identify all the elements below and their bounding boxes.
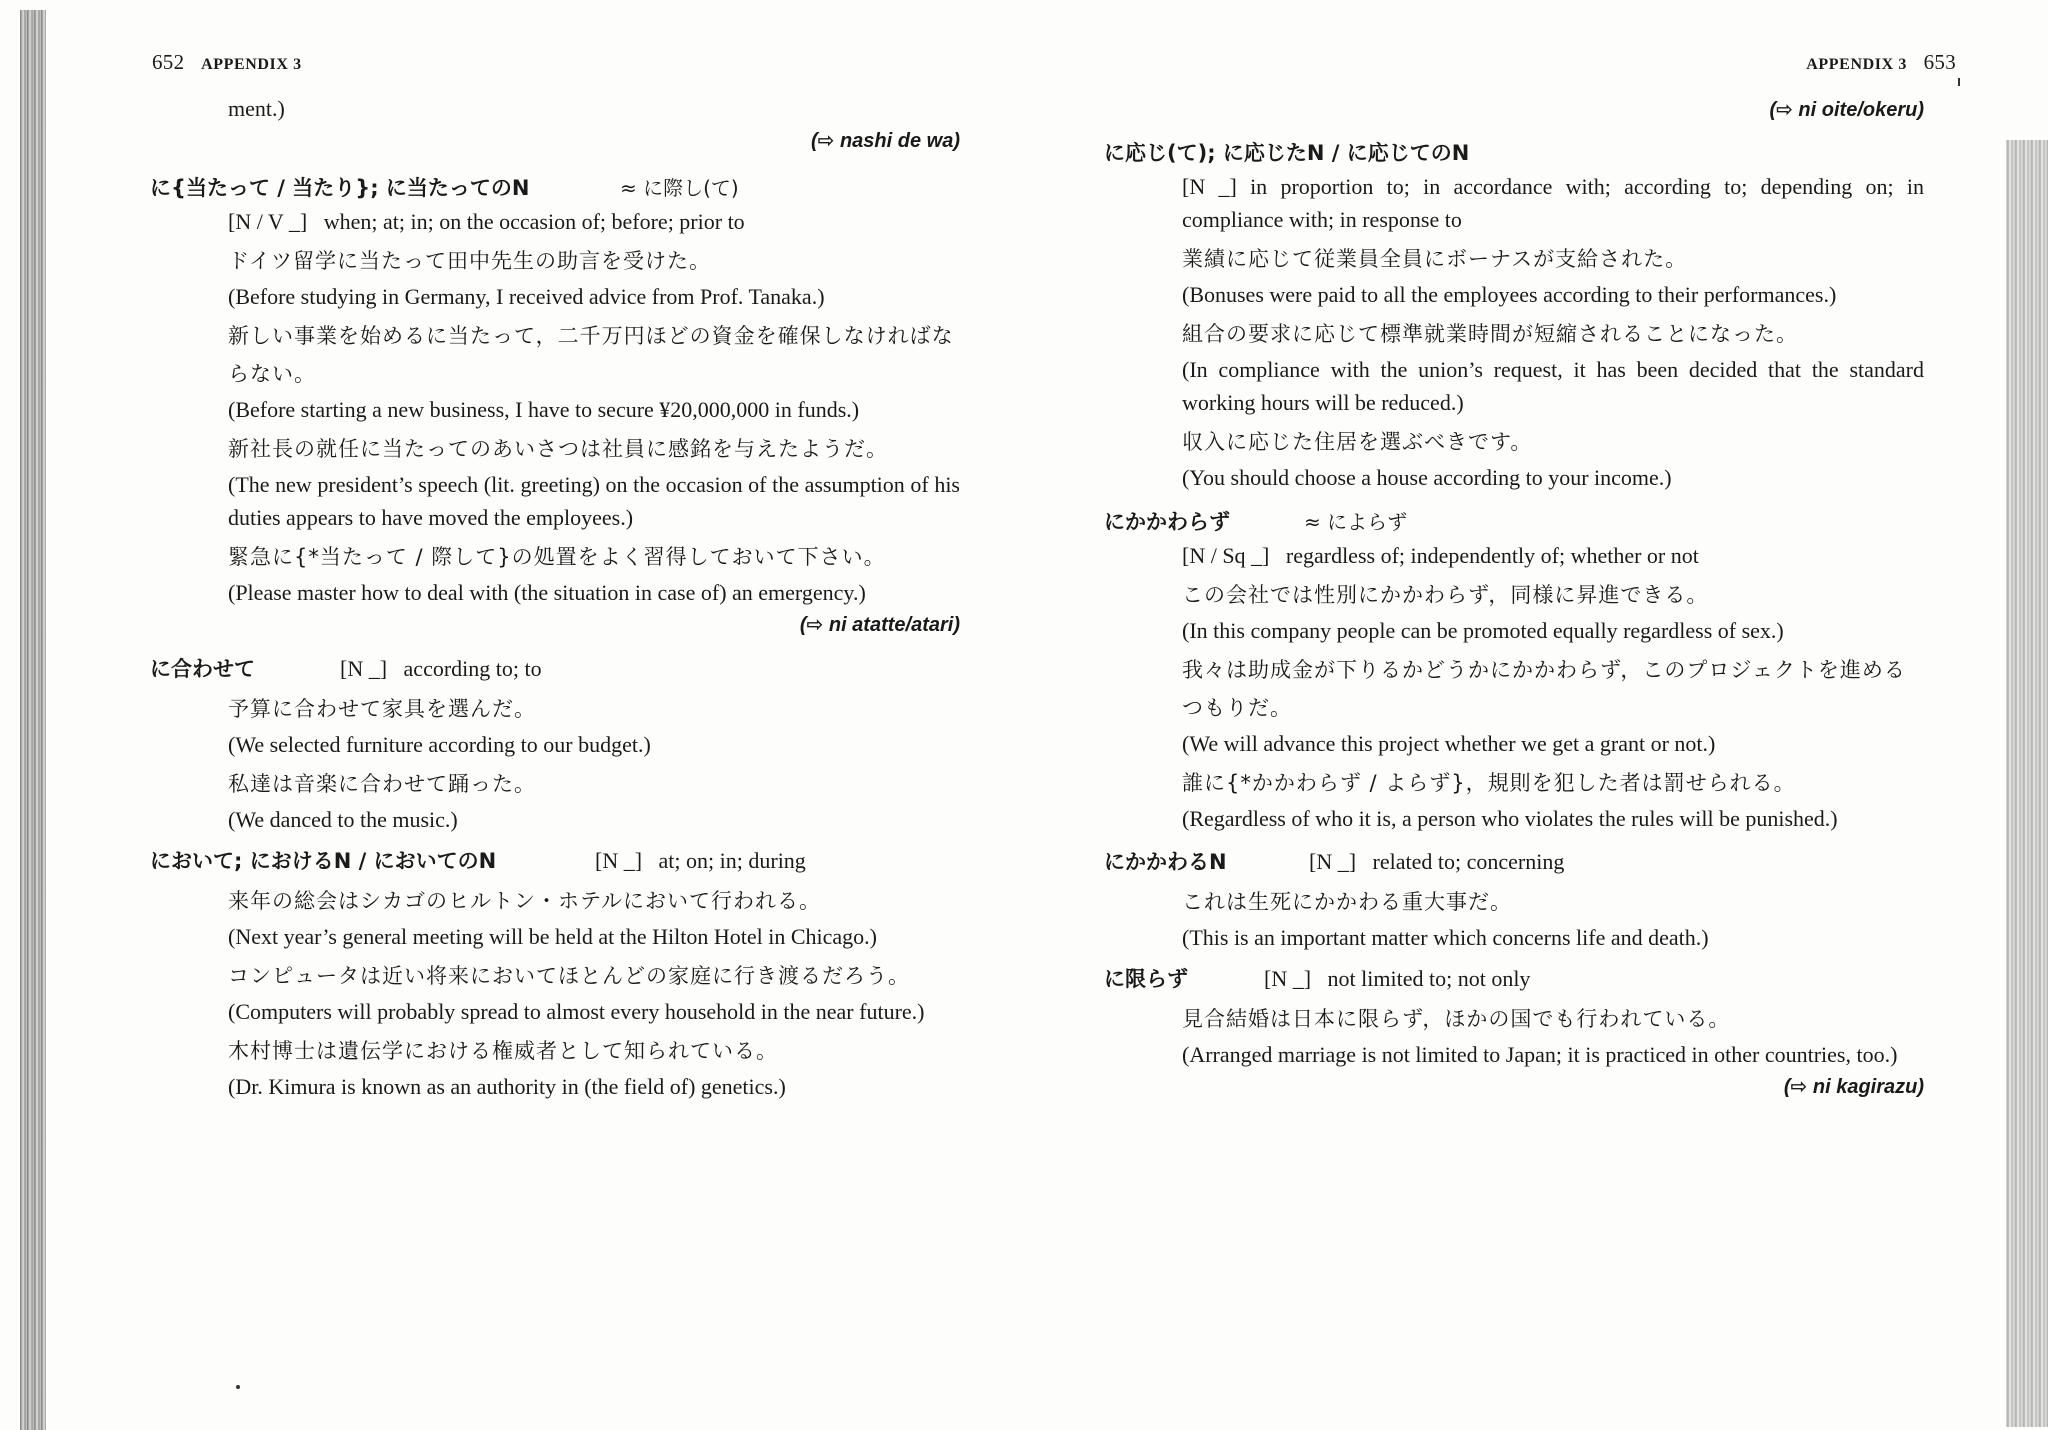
example-en: (You should choose a house according to your income.) [1182, 465, 1672, 490]
example-en: (Bonuses were paid to all the employees according to their performances.) [1182, 282, 1837, 307]
example-jp: 新社長の就任に当たってのあいさつは社員に感銘を与えたようだ。 [228, 437, 888, 461]
entry-header [150, 172, 960, 205]
cross-reference: (⇨ nashi de wa) [810, 130, 960, 152]
example-en: (We danced to the music.) [228, 807, 458, 832]
headword: に合わせて [150, 657, 255, 681]
example-en: (Dr. Kimura is known as an authority in (the field of) genetics.) [228, 1074, 786, 1099]
headword: に応じ(て); に応じたN / に応じてのN [1104, 141, 1470, 165]
example-jp: 私達は音楽に合わせて踊った。 [228, 772, 536, 796]
running-title: APPENDIX 3 [201, 56, 302, 73]
example-en: (This is an important matter which concerns life and death.) [1182, 925, 1709, 950]
example-jp: 組合の要求に応じて標準就業時間が短縮されることになった。 [1182, 322, 1798, 346]
entry-header [1104, 962, 1924, 996]
example-jp: ドイツ留学に当たって田中先生の助言を受けた。 [228, 249, 711, 273]
entry-header [1104, 506, 1924, 539]
definition: [N / Sq _] regardless of; independently of; whether or not [1182, 543, 1699, 568]
example-en: (We selected furniture according to our budget.) [228, 732, 651, 757]
print-speck [236, 1385, 240, 1389]
cross-reference: (⇨ ni oite/okeru) [1769, 99, 1924, 121]
example-en: (In compliance with the union’s request, it has been decided that the standard working hours will be reduced.) [1182, 357, 1924, 415]
example-jp: 木村博士は遺伝学における権威者として知られている。 [228, 1039, 778, 1063]
synonym: ≈ によらず [1304, 510, 1408, 534]
example-jp: 緊急に{*当たって / 際して}の処置をよく習得しておいて下さい。 [228, 545, 886, 569]
definition: [N _] in proportion to; in accordance with; according to; depending on; in compliance with; in response to [1182, 174, 1924, 232]
example-jp: 見合結婚は日本に限らず，ほかの国でも行われている。 [1182, 1007, 1731, 1031]
left-column [150, 92, 960, 1103]
headword: にかかわらず [1104, 510, 1230, 534]
entry-header [1104, 137, 1924, 170]
example-en: (Computers will probably spread to almost every household in the near future.) [228, 999, 925, 1024]
cross-reference: (⇨ ni atatte/atari) [799, 614, 960, 636]
definition: [N _] at; on; in; during [595, 848, 806, 873]
example-en: (Next year’s general meeting will be held at the Hilton Hotel in Chicago.) [228, 924, 878, 949]
continuation-text: ment.) [228, 96, 285, 121]
example-en: (Arranged marriage is not limited to Japan; it is practiced in other countries, too.) [1182, 1042, 1898, 1067]
headword: にかかわるN [1104, 850, 1227, 874]
right-page [1000, 0, 2048, 1427]
example-jp: 予算に合わせて家具を選んだ。 [228, 697, 536, 721]
example-en: (Please master how to deal with (the situation in case of) an emergency.) [228, 580, 866, 605]
running-head-left [152, 50, 302, 75]
example-jp: 来年の総会はシカゴのヒルトン・ホテルにおいて行われる。 [228, 889, 821, 913]
synonym: ≈ に際し(て) [620, 176, 739, 200]
headword: に限らず [1104, 967, 1188, 991]
print-speck [1958, 78, 1960, 86]
right-column [1104, 94, 1924, 1104]
page-number: 652 [152, 50, 185, 74]
running-head-right [1806, 50, 1956, 75]
headword: に{当たって / 当たり}; に当たってのN [150, 176, 530, 200]
definition: [N _] according to; to [340, 656, 542, 681]
headword: において; におけるN / においてのN [150, 849, 497, 873]
definition: [N _] related to; concerning [1309, 849, 1565, 874]
example-jp: この会社では性別にかかわらず，同様に昇進できる。 [1182, 583, 1709, 607]
example-en: (Regardless of who it is, a person who violates the rules will be punished.) [1182, 806, 1838, 831]
example-en: (We will advance this project whether we get a grant or not.) [1182, 731, 1716, 756]
example-en: (The new president’s speech (lit. greeting) on the occasion of the assumption of his duties appears to have moved the employees.) [228, 472, 960, 530]
example-jp: 業績に応じて従業員全員にボーナスが支給された。 [1182, 247, 1688, 271]
definition: [N / V _] when; at; in; on the occasion of; before; prior to [228, 209, 745, 234]
example-jp: 我々は助成金が下りるかどうかにかかわらず，このプロジェクトを進めるつもりだ。 [1182, 658, 1906, 720]
example-jp: 新しい事業を始めるに当たって，二千万円ほどの資金を確保しなければならない。 [228, 324, 954, 386]
definition: [N _] not limited to; not only [1264, 966, 1531, 991]
example-jp: 誰に{*かかわらず / よらず}，規則を犯した者は罰せられる。 [1182, 771, 1796, 795]
cross-reference: (⇨ ni kagirazu) [1783, 1076, 1924, 1098]
example-jp: 収入に応じた住居を選ぶべきです。 [1182, 430, 1533, 454]
entry-header [150, 844, 960, 878]
example-jp: これは生死にかかわる重大事だ。 [1182, 890, 1512, 914]
example-en: (Before starting a new business, I have to secure ¥20,000,000 in funds.) [228, 397, 860, 422]
page-number: 653 [1923, 50, 1956, 74]
entry-header [1104, 845, 1924, 879]
running-title: APPENDIX 3 [1806, 56, 1907, 73]
example-en: (Before studying in Germany, I received advice from Prof. Tanaka.) [228, 284, 825, 309]
entry-header [150, 652, 960, 686]
example-jp: コンピュータは近い将来においてほとんどの家庭に行き渡るだろう。 [228, 964, 910, 988]
example-en: (In this company people can be promoted equally regardless of sex.) [1182, 618, 1784, 643]
left-page [0, 0, 1000, 1427]
